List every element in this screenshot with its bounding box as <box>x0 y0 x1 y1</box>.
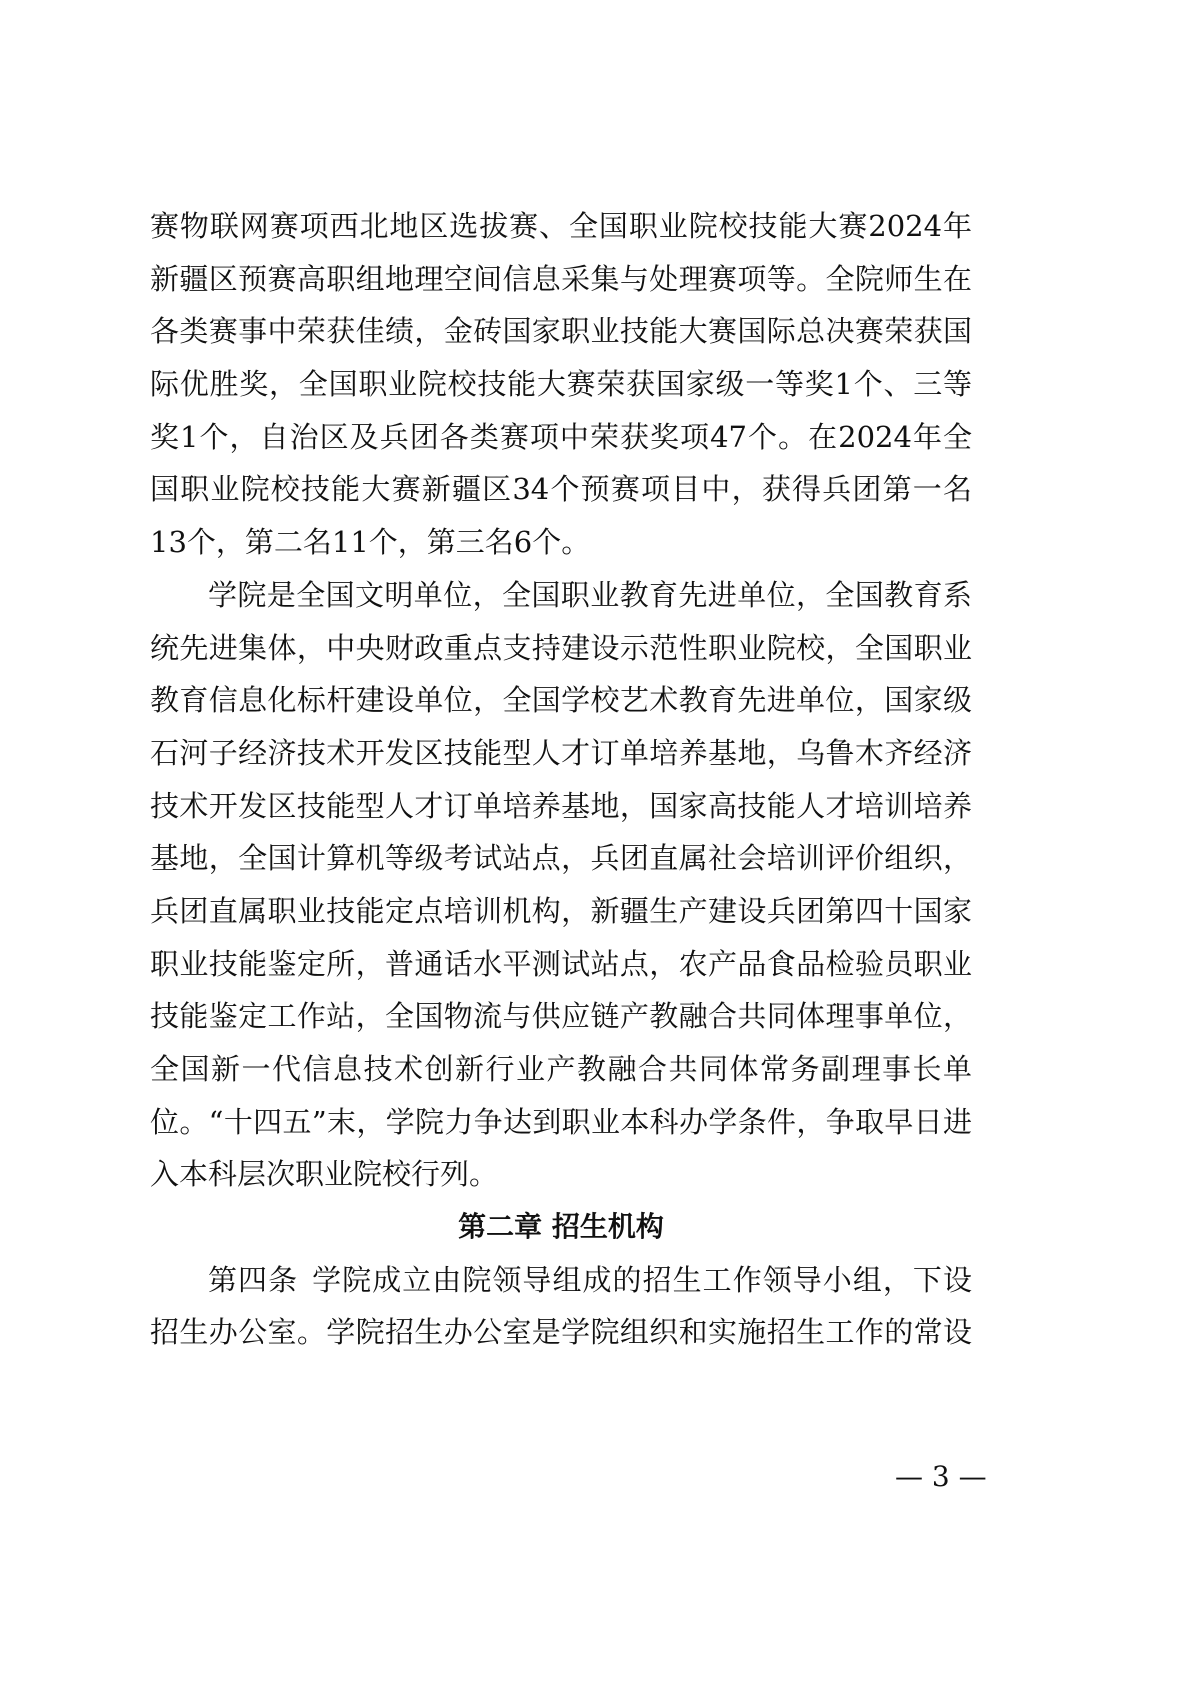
text-line: 新疆区预赛高职组地理空间信息采集与处理赛项等。全院师生在 <box>150 261 972 296</box>
article-4 <box>150 1254 972 1359</box>
text-line: 入本科层次职业院校行列。 <box>150 1157 499 1192</box>
article-label: 第四条 <box>208 1262 299 1297</box>
text-line: 奖1个，自治区及兵团各类赛项中荣获奖项47个。在2024年全 <box>150 419 972 454</box>
text-line: 技术开发区技能型人才订单培养基地，国家高技能人才培训培养 <box>150 788 972 823</box>
page-number: — 3 — <box>895 1460 987 1493</box>
text-line: 技能鉴定工作站，全国物流与供应链产教融合共同体理事单位， <box>150 999 972 1034</box>
text-line: 位。“十四五”末，学院力争达到职业本科办学条件，争取早日进 <box>150 1104 972 1139</box>
document-body <box>150 200 972 1359</box>
text-line: 统先进集体，中央财政重点支持建设示范性职业院校，全国职业 <box>150 630 972 665</box>
text-line: 各类赛事中荣获佳绩，金砖国家职业技能大赛国际总决赛荣获国 <box>150 314 972 349</box>
article-text: 学院成立由院领导组成的招生工作领导小组，下设 <box>312 1262 972 1297</box>
paragraph-honors <box>150 569 972 1201</box>
text-line: 学院是全国文明单位，全国职业教育先进单位，全国教育系 <box>208 577 972 612</box>
paragraph-achievements <box>150 200 972 569</box>
text-line: 赛物联网赛项西北地区选拔赛、全国职业院校技能大赛2024年 <box>150 209 972 243</box>
article-4-line-2: 招生办公室。学院招生办公室是学院组织和实施招生工作的常设 <box>150 1315 972 1350</box>
text-line: 职业技能鉴定所，普通话水平测试站点，农产品食品检验员职业 <box>150 946 972 981</box>
text-line: 13个，第二名11个，第三名6个。 <box>150 525 591 560</box>
text-line: 基地，全国计算机等级考试站点，兵团直属社会培训评价组织， <box>150 841 972 876</box>
text-line: 石河子经济技术开发区技能型人才订单培养基地，乌鲁木齐经济 <box>150 735 972 770</box>
text-line: 国职业院校技能大赛新疆区34个预赛项目中，获得兵团第一名 <box>150 472 972 507</box>
chapter-heading: 第二章 招生机构 <box>458 1210 664 1244</box>
text-line: 际优胜奖，全国职业院校技能大赛荣获国家级一等奖1个、三等 <box>150 367 972 402</box>
article-4-line-1 <box>150 1254 972 1307</box>
text-line: 全国新一代信息技术创新行业产教融合共同体常务副理事长单 <box>150 1052 972 1086</box>
text-line: 教育信息化标杆建设单位，全国学校艺术教育先进单位，国家级 <box>150 683 972 718</box>
text-line: 兵团直属职业技能定点培训机构，新疆生产建设兵团第四十国家 <box>150 893 972 928</box>
